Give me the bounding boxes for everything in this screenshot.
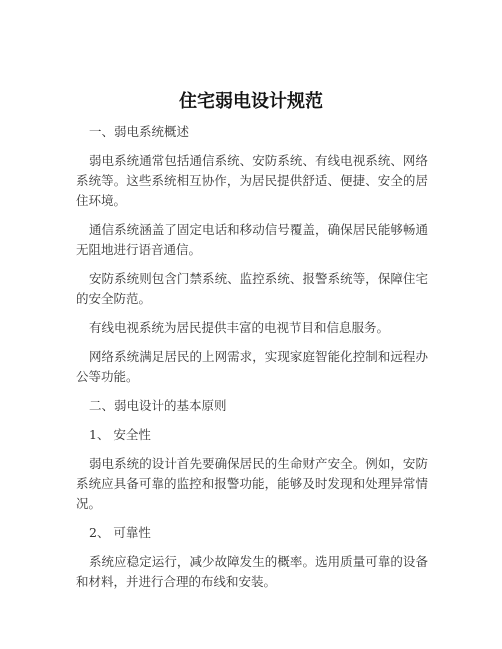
list-item-heading: 1、 安全性: [89, 427, 151, 442]
paragraph: 弱电系统的设计首先要确保居民的生命财产安全。例如，安防系统应具备可靠的监控和报警功能，能够及时发现和处理异常情况。: [76, 456, 428, 511]
paragraph: 系统应稳定运行，减少故障发生的概率。选用质量可靠的设备和材料，并进行合理的布线和安装。: [76, 554, 428, 589]
section-heading: 一、弱电系统概述: [89, 124, 190, 139]
paragraph: 通信系统涵盖了固定电话和移动信号覆盖，确保居民能够畅通无阻地进行语音通信。: [76, 222, 428, 257]
list-item-heading: 2、 可靠性: [89, 525, 151, 540]
paragraph: 网络系统满足居民的上网需求，实现家庭智能化控制和远程办公等功能。: [76, 349, 428, 384]
section-heading: 二、弱电设计的基本原则: [89, 398, 227, 413]
document-body: [76, 122, 428, 601]
paragraph: 有线电视系统为居民提供丰富的电视节目和信息服务。: [89, 320, 390, 335]
paragraph: 弱电系统通常包括通信系统、安防系统、有线电视系统、网络系统等。这些系统相互协作，为居民提供舒适、便捷、安全的居住环境。: [76, 153, 428, 208]
document-title: 住宅弱电设计规范: [179, 91, 323, 112]
paragraph: 安防系统则包含门禁系统、监控系统、报警系统等，保障住宅的安全防范。: [76, 271, 428, 306]
